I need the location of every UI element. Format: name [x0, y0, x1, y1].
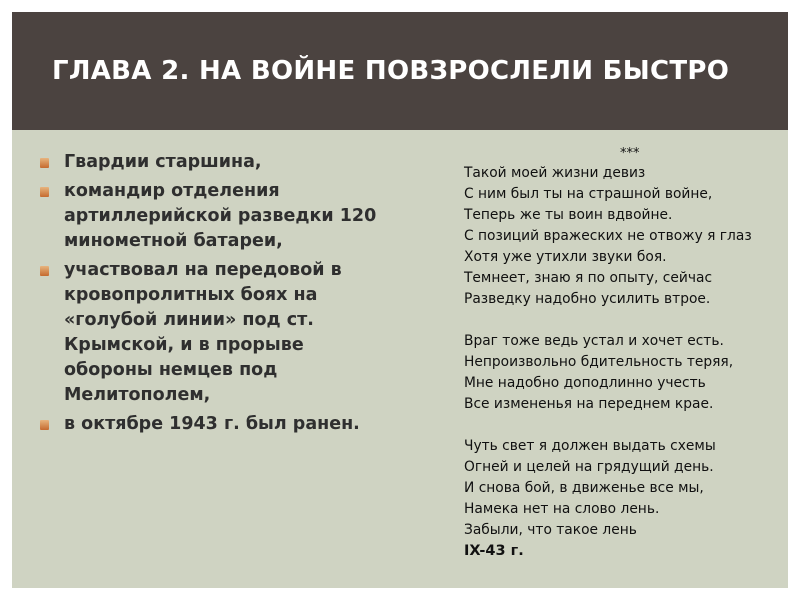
bullet-item [40, 258, 380, 408]
square-bullet-icon [40, 266, 49, 276]
poem-line: Хотя уже утихли звуки боя. [464, 249, 667, 265]
bullet-text: участвовал на передовой в кровопролитных боях на «голубой линии» под ст. Крымской, и в прорыве обороны немцев под Мелитополем, [64, 260, 342, 405]
poem-line: Непроизвольно бдительность теряя, [464, 354, 734, 370]
poem-line: Разведку надобно усилить втрое. [464, 291, 711, 307]
square-bullet-icon [40, 187, 49, 197]
bullet-item [40, 412, 380, 437]
poem-line: Намека нет на слово лень. [464, 501, 660, 517]
bullet-item [40, 150, 380, 175]
biography-list [40, 150, 380, 437]
poem-column [464, 145, 784, 562]
bullet-text: командир отделения артиллерийской разведки 120 минометной батареи, [64, 181, 377, 251]
poem-line: И снова бой, в движенье все мы, [464, 480, 704, 496]
poem-line: Все измененья на переднем крае. [464, 396, 714, 412]
poem-line: С позиций вражеских не отвожу я глаз [464, 228, 752, 244]
bullet-item [40, 179, 380, 254]
slide-title: ГЛАВА 2. НА ВОЙНЕ ПОВЗРОСЛЕЛИ БЫСТРО [52, 56, 730, 86]
bullet-text: в октябре 1943 г. был ранен. [64, 414, 360, 434]
poem-stanza-1 [464, 163, 784, 310]
title-bar [12, 12, 788, 130]
poem-separator: *** [620, 146, 640, 161]
poem-line: Теперь же ты воин вдвойне. [464, 207, 673, 223]
poem-line: Огней и целей на грядущий день. [464, 459, 714, 475]
biography-column [40, 150, 380, 441]
poem-line: Такой моей жизни девиз [464, 165, 646, 181]
square-bullet-icon [40, 158, 49, 168]
poem-date: IX-43 г. [464, 543, 524, 559]
poem-line: Враг тоже ведь устал и хочет есть. [464, 333, 724, 349]
poem-line: Мне надобно доподлинно учесть [464, 375, 706, 391]
poem-line: С ним был ты на страшной войне, [464, 186, 713, 202]
square-bullet-icon [40, 420, 49, 430]
poem-line: Чуть свет я должен выдать схемы [464, 438, 716, 454]
bullet-text: Гвардии старшина, [64, 152, 262, 172]
poem-line: Темнеет, знаю я по опыту, сейчас [464, 270, 713, 286]
poem-stanza-3 [464, 436, 784, 562]
poem-stanza-2 [464, 331, 784, 415]
poem-line: Забыли, что такое лень [464, 522, 637, 538]
slide [12, 12, 788, 588]
